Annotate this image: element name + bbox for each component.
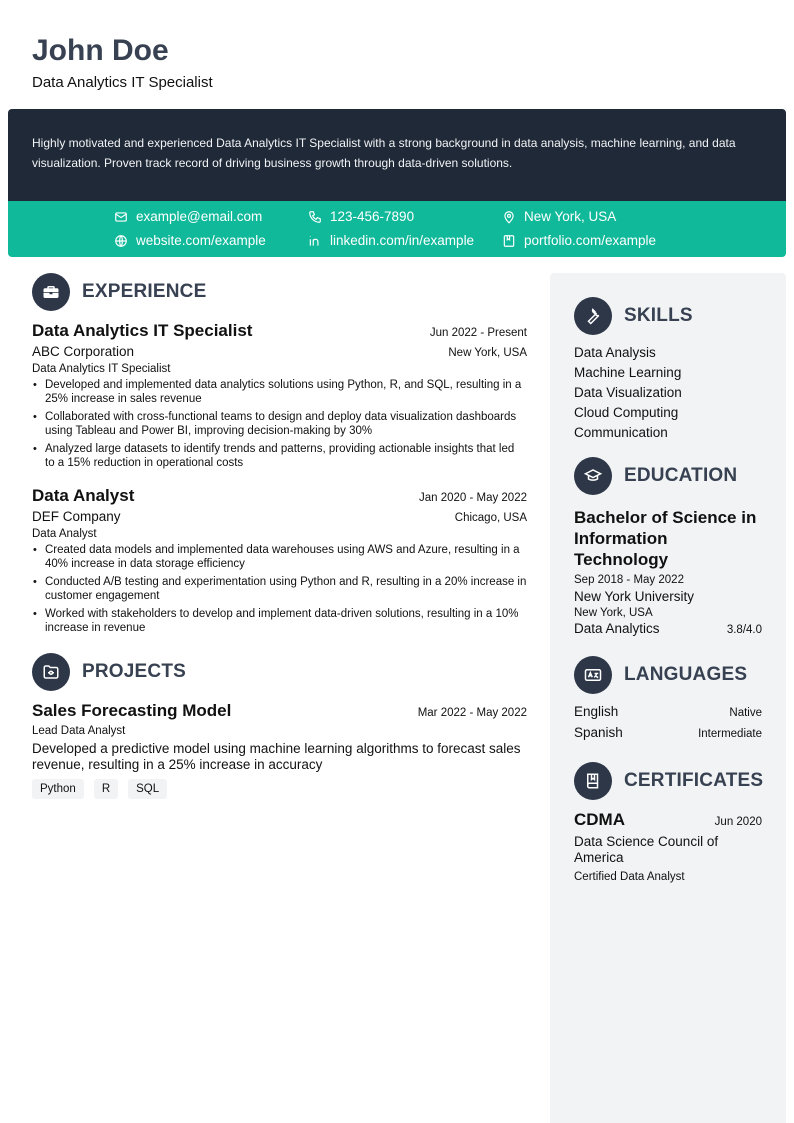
- person-title: Data Analytics IT Specialist: [32, 74, 213, 91]
- project-tag: R: [94, 779, 118, 799]
- job-entry: [32, 321, 527, 470]
- language-level: Native: [729, 707, 762, 719]
- project-dates: Mar 2022 - May 2022: [417, 707, 527, 719]
- job-bullet: • Conducted A/B testing and experimentation using Python and R, resulting in a 20% increase in customer engagement: [32, 575, 527, 603]
- languages-list: [574, 702, 762, 744]
- globe-icon: [114, 234, 128, 248]
- contact-email[interactable]: [114, 209, 262, 224]
- skill-item: Data Visualization: [574, 385, 682, 400]
- skills-icon-badge: [574, 297, 612, 335]
- resume-header: [32, 32, 213, 91]
- contact-portfolio[interactable]: [502, 233, 656, 248]
- mail-icon: [114, 210, 128, 224]
- job-bullet: • Analyzed large datasets to identify trends and patterns, providing actionable insights that led to a 15% reduction in operational costs: [32, 442, 527, 470]
- job-company: DEF Company: [32, 509, 121, 524]
- job-dates: Jan 2020 - May 2022: [418, 492, 527, 504]
- phone-text: 123-456-7890: [330, 209, 415, 224]
- portfolio-icon: [502, 234, 516, 248]
- portfolio-text: portfolio.com/example: [524, 233, 657, 248]
- job-role: Data Analyst: [32, 528, 97, 540]
- project-description: Developed a predictive model using machine learning algorithms to forecast sales revenue, resulting in a 25% increase in accuracy: [32, 741, 521, 772]
- languages-title: LANGUAGES: [624, 664, 748, 685]
- project-tag: Python: [32, 779, 84, 799]
- education-location: New York, USA: [574, 607, 653, 619]
- contact-phone[interactable]: [308, 209, 414, 224]
- main-column: [32, 273, 527, 799]
- map-pin-icon: [502, 210, 516, 224]
- certificates-icon-badge: [574, 762, 612, 800]
- skills-header: [574, 297, 762, 335]
- education-degree: Bachelor of Science in Information Technology: [574, 508, 757, 569]
- job-bullet: • Developed and implemented data analytics solutions using Python, R, and SQL, resulting in a 25% increase in sales revenue: [32, 378, 527, 406]
- education-dates: Sep 2018 - May 2022: [574, 574, 684, 586]
- translate-icon: [584, 666, 602, 684]
- email-text: example@email.com: [136, 209, 263, 224]
- job-title: Data Analytics IT Specialist: [32, 321, 253, 340]
- experience-header: [32, 273, 527, 311]
- certificates-title: CERTIFICATES: [624, 770, 764, 791]
- linkedin-icon: [308, 234, 322, 248]
- skills-list: [574, 343, 762, 443]
- project-tag: SQL: [128, 779, 167, 799]
- skill-item: Communication: [574, 425, 668, 440]
- skills-title: SKILLS: [624, 305, 693, 326]
- folder-icon: [42, 663, 60, 681]
- certificate-date: Jun 2020: [714, 816, 762, 828]
- project-tags: [32, 779, 527, 799]
- person-name: John Doe: [32, 34, 169, 67]
- education-icon-badge: [574, 457, 612, 495]
- graduation-cap-icon: [584, 467, 602, 485]
- contact-location: [502, 209, 616, 224]
- education-school: New York University: [574, 589, 695, 604]
- education-field: Data Analytics: [574, 621, 660, 636]
- education-gpa: 3.8/4.0: [726, 624, 762, 636]
- book-icon: [584, 772, 602, 790]
- job-bullets: [32, 543, 527, 635]
- certificate-title: Certified Data Analyst: [574, 871, 685, 883]
- skill-item: Cloud Computing: [574, 405, 679, 420]
- skill-item: Machine Learning: [574, 365, 682, 380]
- contact-linkedin[interactable]: [308, 233, 474, 248]
- contact-website[interactable]: [114, 233, 266, 248]
- job-location: Chicago, USA: [454, 512, 527, 524]
- job-bullet: • Worked with stakeholders to develop and implement data-driven solutions, resulting in a 10% increase in revenue: [32, 607, 527, 635]
- job-dates: Jun 2022 - Present: [429, 327, 527, 339]
- summary-text: Highly motivated and experienced Data Analytics IT Specialist with a strong background in data analysis, machine learning, and data visualization. Proven track record of driving business growth through data-driven solutions.: [32, 136, 736, 170]
- certificate-entry: [574, 810, 762, 883]
- project-entry: [32, 701, 527, 799]
- language-level: Intermediate: [698, 728, 762, 740]
- experience-title: EXPERIENCE: [82, 281, 207, 302]
- phone-icon: [308, 210, 322, 224]
- contact-bar: [8, 201, 786, 257]
- projects-title: PROJECTS: [82, 661, 187, 682]
- linkedin-text: linkedin.com/in/example: [330, 233, 475, 248]
- project-title: Sales Forecasting Model: [32, 701, 232, 720]
- wrench-icon: [584, 307, 602, 325]
- languages-header: [574, 656, 762, 694]
- job-title: Data Analyst: [32, 486, 135, 505]
- briefcase-icon: [42, 283, 60, 301]
- job-role: Data Analytics IT Specialist: [32, 363, 171, 375]
- education-header: [574, 457, 762, 495]
- projects-header: [32, 653, 527, 691]
- summary-banner: [8, 109, 786, 201]
- languages-icon-badge: [574, 656, 612, 694]
- certificate-name: CDMA: [574, 810, 625, 829]
- education-title: EDUCATION: [624, 465, 738, 486]
- certificates-header: [574, 762, 762, 800]
- job-bullets: [32, 378, 527, 470]
- job-company: ABC Corporation: [32, 344, 135, 359]
- projects-icon-badge: [32, 653, 70, 691]
- job-bullet: • Collaborated with cross-functional teams to design and deploy data visualization dashboards using Tableau and Power BI, improving decision-making by 30%: [32, 410, 527, 438]
- location-text: New York, USA: [524, 209, 617, 224]
- experience-icon-badge: [32, 273, 70, 311]
- job-location: New York, USA: [448, 347, 527, 359]
- job-bullet: • Created data models and implemented data warehouses using AWS and Azure, resulting in a 40% increase in data storage efficiency: [32, 543, 527, 571]
- language-name: Spanish: [574, 725, 623, 740]
- website-text: website.com/example: [136, 233, 266, 248]
- language-name: English: [574, 704, 619, 719]
- certificate-issuer: Data Science Council of America: [574, 834, 719, 865]
- sidebar: [550, 273, 786, 1123]
- skill-item: Data Analysis: [574, 345, 656, 360]
- job-entry: [32, 486, 527, 635]
- project-role: Lead Data Analyst: [32, 725, 126, 737]
